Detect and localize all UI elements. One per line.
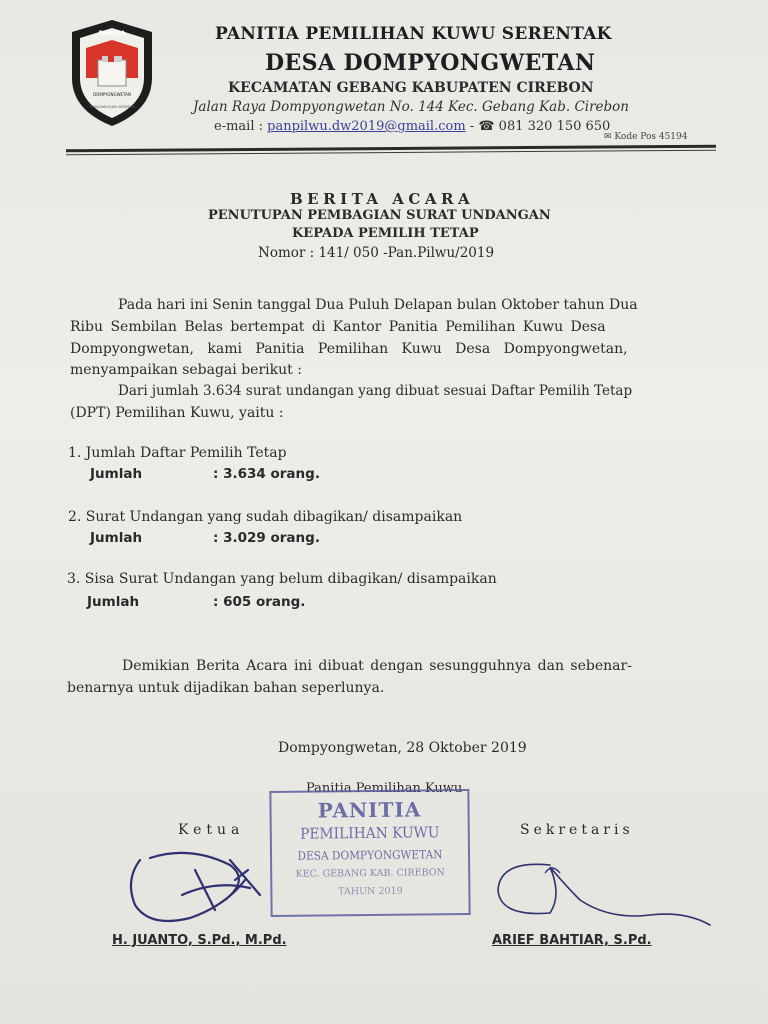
- closing-line: Demikian Berita Acara ini dibuat dengan sesungguhnya dan sebenar-: [122, 658, 632, 674]
- list-item-key: Jumlah: [90, 530, 143, 546]
- document-subtitle: PENUTUPAN PEMBAGIAN SURAT UNDANGAN: [208, 208, 551, 223]
- postal-text: Kode Pos 45194: [614, 132, 688, 142]
- closing-line: benarnya untuk dijadikan bahan seperlunya.: [67, 680, 385, 696]
- committee-label: Panitia Pemilihan Kuwu: [306, 781, 463, 796]
- body-line: Dompyongwetan, kami Panitia Pemilihan Kuwu Desa Dompyongwetan,: [70, 341, 628, 357]
- letterhead-committee: PANITIA PEMILIHAN KUWU SERENTAK: [215, 24, 612, 44]
- letterhead-contact: [214, 119, 610, 134]
- list-item-value: : 605 orang.: [213, 594, 306, 610]
- official-stamp: [269, 789, 470, 917]
- email-label: e-mail :: [214, 119, 268, 134]
- chair-signature: [120, 840, 280, 930]
- chair-title: Ketua: [178, 822, 245, 838]
- document-title: BERITA ACARA: [290, 190, 475, 208]
- list-item-label: 1. Jumlah Daftar Pemilih Tetap: [68, 445, 287, 461]
- body-line: menyampaikan sebagai berikut :: [70, 362, 302, 378]
- place-date: Dompyongwetan, 28 Oktober 2019: [278, 740, 527, 756]
- body-line: (DPT) Pemilihan Kuwu, yaitu :: [70, 405, 284, 421]
- list-item-value: : 3.029 orang.: [213, 530, 320, 546]
- stamp-line: TAHUN 2019: [338, 885, 403, 898]
- stamp-line: PANITIA: [317, 797, 422, 823]
- letterhead-address: Jalan Raya Dompyongwetan No. 144 Kec. Gebang Kab. Cirebon: [193, 99, 629, 115]
- list-item-label: 2. Surat Undangan yang sudah dibagikan/ disampaikan: [68, 509, 463, 525]
- secretary-signature: [490, 855, 720, 935]
- list-item-value: : 3.634 orang.: [213, 466, 320, 482]
- body-line: Dari jumlah 3.634 surat undangan yang dibuat sesuai Daftar Pemilih Tetap: [118, 383, 633, 399]
- logo-text-mid: DOMPYONGWETAN: [93, 92, 131, 97]
- letterhead-village: DESA DOMPYONGWETAN: [265, 50, 596, 76]
- list-item-key: Jumlah: [87, 594, 140, 610]
- telephone-icon: ☎: [478, 119, 495, 134]
- chair-name: H. JUANTO, S.Pd., M.Pd.: [112, 933, 287, 948]
- kpu-election-seal-icon: [66, 18, 158, 128]
- list-item-label: 3. Sisa Surat Undangan yang belum dibagikan/ disampaikan: [67, 571, 497, 587]
- body-line: Pada hari ini Senin tanggal Dua Puluh Delapan bulan Oktober tahun Dua: [118, 297, 638, 313]
- phone-number: 081 320 150 650: [498, 119, 611, 134]
- contact-separator: -: [465, 119, 479, 134]
- document-number: Nomor : 141/ 050 -Pan.Pilwu/2019: [258, 245, 495, 261]
- stamp-line: DESA DOMPYONGWETAN: [297, 847, 443, 863]
- list-item-key: Jumlah: [90, 466, 143, 482]
- stamp-line: KEC. GEBANG KAB. CIREBON: [295, 867, 445, 880]
- letterhead-district: KECAMATAN GEBANG KABUPATEN CIREBON: [228, 80, 594, 96]
- stamp-line: PEMILIHAN KUWU: [300, 823, 440, 843]
- logo-text-bottom: PEMILIHAN KUWU SERENTAK: [89, 105, 135, 109]
- secretary-title: Sekretaris: [520, 822, 634, 838]
- secretary-name: ARIEF BAHTIAR, S.Pd.: [492, 933, 652, 948]
- logo-text-top: PANITIA: [98, 30, 126, 37]
- email-link[interactable]: panpilwu.dw2019@gmail.com: [267, 119, 466, 134]
- envelope-icon: ✉: [604, 132, 612, 142]
- document-subtitle-2: KEPADA PEMILIH TETAP: [292, 226, 479, 241]
- postal-code: [604, 132, 688, 142]
- body-line: Ribu Sembilan Belas bertempat di Kantor Panitia Pemilihan Kuwu Desa: [70, 319, 606, 335]
